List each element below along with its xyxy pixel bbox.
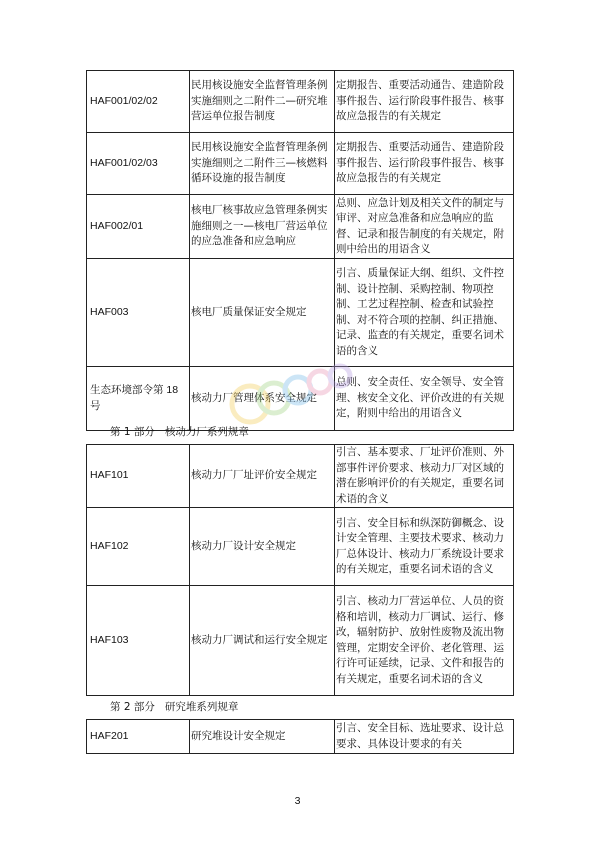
table-row bbox=[87, 195, 514, 259]
regulation-code: HAF001/02/02 bbox=[87, 71, 190, 133]
regulation-description: 引言、安全目标和纵深防御概念、设计安全管理、主要技术要求、核动力厂总体设计、核动力厂系统设计要求的有关规定，重要名词术语的含义 bbox=[335, 508, 514, 586]
regulation-description: 引言、质量保证大纲、组织、文件控制、设计控制、采购控制、物项控制、工艺过程控制、检查和试验控制、对不符合项的控制、纠正措施、记录、监查的有关规定，重要名词术语的含义 bbox=[335, 259, 514, 367]
table-row bbox=[87, 259, 514, 367]
regulation-name: 民用核设施安全监督管理条例实施细则之二附件三—核燃料循环设施的报告制度 bbox=[190, 133, 335, 195]
regulation-description: 定期报告、重要活动通告、建造阶段事件报告、运行阶段事件报告、核事故应急报告的有关规定 bbox=[335, 71, 514, 133]
regulation-description: 定期报告、重要活动通告、建造阶段事件报告、运行阶段事件报告、核事故应急报告的有关规定 bbox=[335, 133, 514, 195]
regulation-code: HAF002/01 bbox=[87, 195, 190, 259]
regulation-code: HAF102 bbox=[87, 508, 190, 586]
regulation-name: 核动力厂厂址评价安全规定 bbox=[190, 445, 335, 508]
regulation-description: 引言、基本要求、厂址评价准则、外部事件评价要求、核动力厂对区域的潜在影响评价的有关规定，重要名词术语的含义 bbox=[335, 445, 514, 508]
regulations-table-2 bbox=[86, 444, 514, 696]
regulation-code: HAF101 bbox=[87, 445, 190, 508]
regulation-code: 生态环境部令第 18 号 bbox=[87, 367, 190, 431]
table-row bbox=[87, 71, 514, 133]
regulation-code: HAF103 bbox=[87, 586, 190, 696]
regulation-code: HAF201 bbox=[87, 720, 190, 754]
regulations-table-1 bbox=[86, 70, 514, 431]
table-row bbox=[87, 445, 514, 508]
regulations-table-3 bbox=[86, 719, 514, 754]
regulation-name: 研究堆设计安全规定 bbox=[190, 720, 335, 754]
regulation-description: 总则、应急计划及相关文件的制定与审评、对应急准备和应急响应的监督、记录和报告制度的有关规定，附则中给出的用语含义 bbox=[335, 195, 514, 259]
table-row bbox=[87, 133, 514, 195]
section-title: 核动力厂系列规章 bbox=[164, 426, 249, 438]
section-title: 研究堆系列规章 bbox=[164, 701, 239, 713]
section-heading bbox=[110, 424, 259, 440]
regulation-name: 核动力厂调试和运行安全规定 bbox=[190, 586, 335, 696]
regulation-description: 引言、安全目标、选址要求、设计总要求、具体设计要求的有关 bbox=[335, 720, 514, 754]
table-row bbox=[87, 508, 514, 586]
regulation-name: 核动力厂管理体系安全规定 bbox=[190, 367, 335, 431]
page-number: 3 bbox=[294, 795, 301, 807]
table-row bbox=[87, 367, 514, 431]
regulation-description: 引言、核动力厂营运单位、人员的资格和培训，核动力厂调试、运行、修改，辐射防护、放射性废物及流出物管理，定期安全评价、老化管理、运行许可证延续，记录、文件和报告的有关规定，重要名词术语的含义 bbox=[335, 586, 514, 696]
regulation-code: HAF003 bbox=[87, 259, 190, 367]
regulation-name: 核动力厂设计安全规定 bbox=[190, 508, 335, 586]
regulation-description: 总则、安全责任、安全领导、安全管理、核安全文化、评价改进的有关规定，附则中给出的用语含义 bbox=[335, 367, 514, 431]
regulation-name: 核电厂核事故应急管理条例实施细则之一—核电厂营运单位的应急准备和应急响应 bbox=[190, 195, 335, 259]
table-row bbox=[87, 586, 514, 696]
table-row bbox=[87, 720, 514, 754]
section-number: 第 1 部分 bbox=[110, 426, 155, 438]
regulation-code: HAF001/02/03 bbox=[87, 133, 190, 195]
regulation-name: 核电厂质量保证安全规定 bbox=[190, 259, 335, 367]
section-heading bbox=[110, 699, 248, 715]
regulation-name: 民用核设施安全监督管理条例实施细则之二附件二—研究堆营运单位报告制度 bbox=[190, 71, 335, 133]
section-number: 第 2 部分 bbox=[110, 701, 155, 713]
